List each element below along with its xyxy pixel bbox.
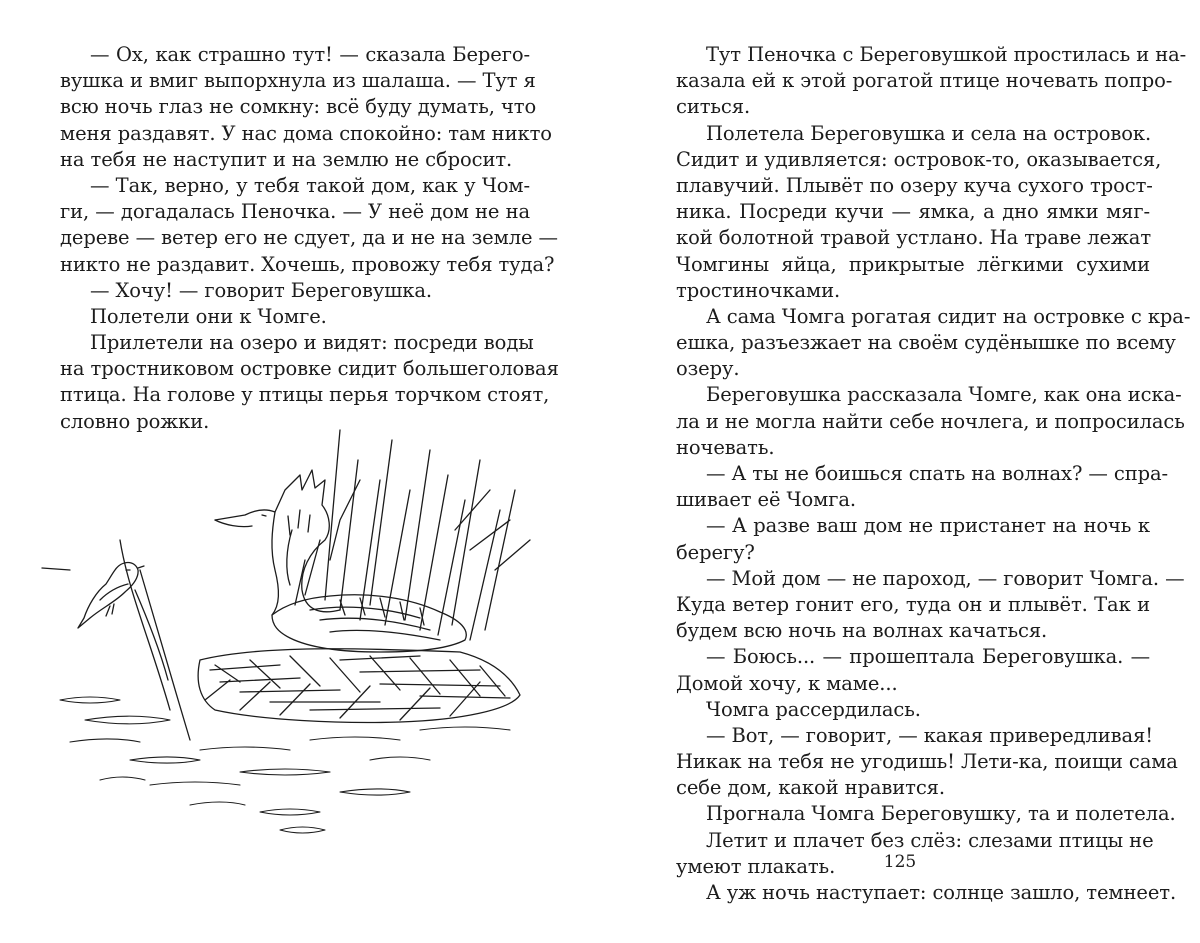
text-line: тростиночками. bbox=[676, 278, 841, 302]
warbler-bird bbox=[42, 540, 190, 740]
right-page bbox=[600, 0, 1200, 943]
text-line: Прогнала Чомга Береговушку, та и полетела. bbox=[706, 802, 1176, 826]
text-line: ла и не могла найти себе ночлега, и попросилась bbox=[676, 409, 1185, 433]
text-line: ги, — догадалась Пеночка. — У неё дом не на bbox=[60, 200, 530, 224]
text-line: ситься. bbox=[676, 95, 751, 119]
text-line: берегу? bbox=[676, 540, 755, 564]
text-line: А сама Чомга рогатая сидит на островке с кра- bbox=[706, 304, 1191, 328]
text-line: Полетела Береговушка и села на островок. bbox=[706, 121, 1152, 145]
text-line: словно рожки. bbox=[60, 409, 210, 433]
text-line: птица. На голове у птицы перья торчком стоят, bbox=[60, 383, 550, 407]
text-line: — Так, верно, у тебя такой дом, как у Чом- bbox=[90, 173, 530, 197]
grebe-bird bbox=[215, 470, 466, 652]
text-line: ешка, разъезжает на своём судёнышке по всему bbox=[676, 331, 1176, 355]
text-line: кой болотной травой устлано. На траве лежат bbox=[676, 226, 1152, 250]
text-line: шивает её Чомга. bbox=[676, 488, 856, 512]
text-line: — Боюсь... — прошептала Береговушка. — bbox=[706, 645, 1150, 669]
grebe-illustration bbox=[40, 420, 540, 850]
text-line: — А разве ваш дом не пристанет на ночь к bbox=[706, 514, 1150, 538]
floating-nest bbox=[198, 649, 520, 723]
text-line: Домой хочу, к маме... bbox=[676, 671, 898, 695]
text-line: — А ты не боишься спать на волнах? — спра- bbox=[706, 462, 1169, 485]
text-line: А уж ночь наступает: солнце зашло, темнеет. bbox=[706, 881, 1177, 904]
text-line: Чомга рассердилась. bbox=[706, 697, 921, 721]
text-line: плавучий. Плывёт по озеру куча сухого трост- bbox=[676, 173, 1153, 197]
text-line: никто не раздавит. Хочешь, провожу тебя туда? bbox=[60, 252, 555, 276]
text-line: — Ох, как страшно тут! — сказала Берего- bbox=[90, 43, 530, 66]
text-line: будем всю ночь на волнах качаться. bbox=[676, 619, 1048, 643]
text-line: меня раздавят. У нас дома спокойно: там никто bbox=[60, 121, 552, 145]
text-line: на тебя не наступит и на землю не сбросит. bbox=[60, 147, 513, 171]
reeds bbox=[295, 430, 530, 640]
text-line: Тут Пеночка с Береговушкой простилась и на- bbox=[706, 43, 1187, 66]
text-line: Сидит и удивляется: островок-то, оказывается, bbox=[676, 147, 1162, 171]
left-text-column bbox=[60, 42, 559, 435]
text-line: Береговушка рассказала Чомге, как она иска- bbox=[706, 383, 1182, 407]
text-line: на тростниковом островке сидит большеголовая bbox=[60, 357, 559, 381]
text-line: Никак на тебя не угодишь! Лети-ка, поищи сама bbox=[676, 750, 1178, 774]
text-line: Прилетели на озеро и видят: посреди воды bbox=[90, 331, 534, 355]
text-line: — Мой дом — не пароход, — говорит Чомга. — bbox=[706, 566, 1185, 590]
water-ripples bbox=[60, 697, 510, 833]
text-line: — Вот, — говорит, — какая привередливая! bbox=[706, 723, 1153, 747]
text-line: вушка и вмиг выпорхнула из шалаша. — Тут я bbox=[60, 69, 536, 93]
text-line: умеют плакать. bbox=[676, 854, 836, 878]
text-line: себе дом, какой нравится. bbox=[676, 776, 945, 800]
page-number: 125 bbox=[883, 852, 917, 872]
text-line: Летит и плачет без слёз: слезами птицы не bbox=[706, 828, 1154, 852]
text-line: Полетели они к Чомге. bbox=[90, 304, 327, 328]
text-line: Куда ветер гонит его, туда он и плывёт. Так и bbox=[676, 592, 1150, 616]
text-line: озеру. bbox=[676, 357, 740, 381]
text-line: всю ночь глаз не сомкну: всё буду думать, что bbox=[60, 95, 537, 119]
text-line: казала ей к этой рогатой птице ночевать попро- bbox=[676, 69, 1173, 93]
right-text-column bbox=[676, 42, 1191, 906]
text-line: Чомгины яйца, прикрытые лёгкими сухими bbox=[676, 252, 1150, 276]
text-line: ника. Посреди кучи — ямка, а дно ямки мяг- bbox=[676, 200, 1150, 224]
text-line: ночевать. bbox=[676, 435, 775, 459]
text-line: — Хочу! — говорит Береговушка. bbox=[90, 278, 433, 302]
text-line: дереве — ветер его не сдует, да и не на земле — bbox=[60, 226, 558, 250]
